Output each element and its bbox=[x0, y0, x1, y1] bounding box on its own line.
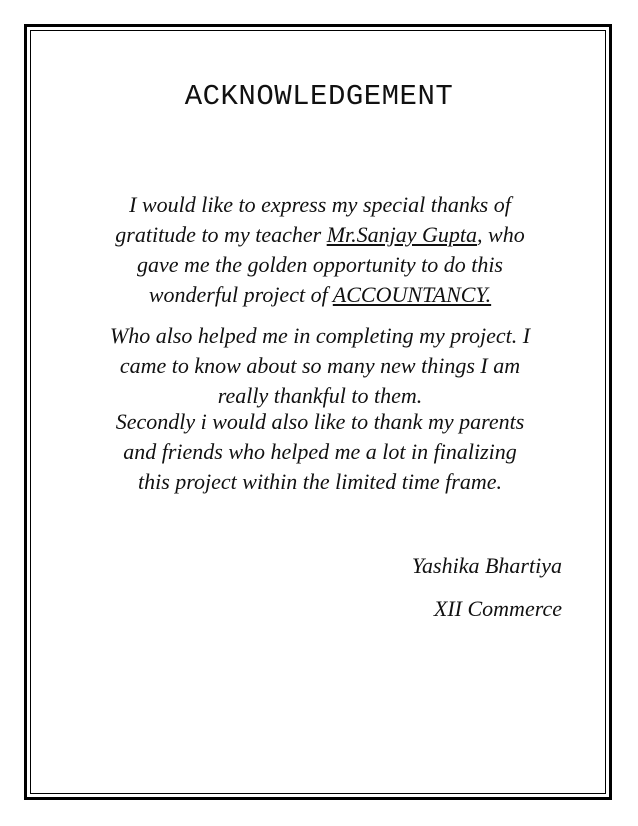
paragraph-line: gave me the golden opportunity to do this bbox=[137, 252, 503, 277]
paragraph-line bbox=[58, 220, 582, 250]
help-paragraph bbox=[58, 321, 582, 411]
paragraph-line: came to know about so many new things I am bbox=[119, 353, 521, 378]
text-fragment: wonderful project of bbox=[148, 282, 333, 307]
paragraph-line: Who also helped me in completing my project. I bbox=[109, 323, 531, 348]
paragraph-line: I would like to express my special thanks of bbox=[129, 192, 511, 217]
paragraph-line: this project within the limited time frame. bbox=[138, 469, 502, 494]
page-title: ACKNOWLEDGEMENT bbox=[184, 80, 454, 113]
paragraph-line: really thankful to them. bbox=[217, 383, 423, 408]
paragraph-line bbox=[58, 280, 582, 310]
subject-name: ACCOUNTANCY. bbox=[332, 282, 492, 307]
paragraph-line: Secondly i would also like to thank my parents bbox=[115, 409, 525, 434]
signature-class: XII Commerce bbox=[433, 596, 562, 621]
thanks-paragraph bbox=[58, 190, 582, 310]
text-fragment: gratitude to my teacher bbox=[115, 222, 327, 247]
signature-name: Yashika Bhartiya bbox=[411, 553, 562, 578]
teacher-name: Mr.Sanjay Gupta bbox=[326, 222, 478, 247]
paragraph-line: and friends who helped me a lot in finalizing bbox=[123, 439, 517, 464]
parents-paragraph bbox=[58, 407, 582, 497]
text-fragment: , who bbox=[477, 222, 525, 247]
